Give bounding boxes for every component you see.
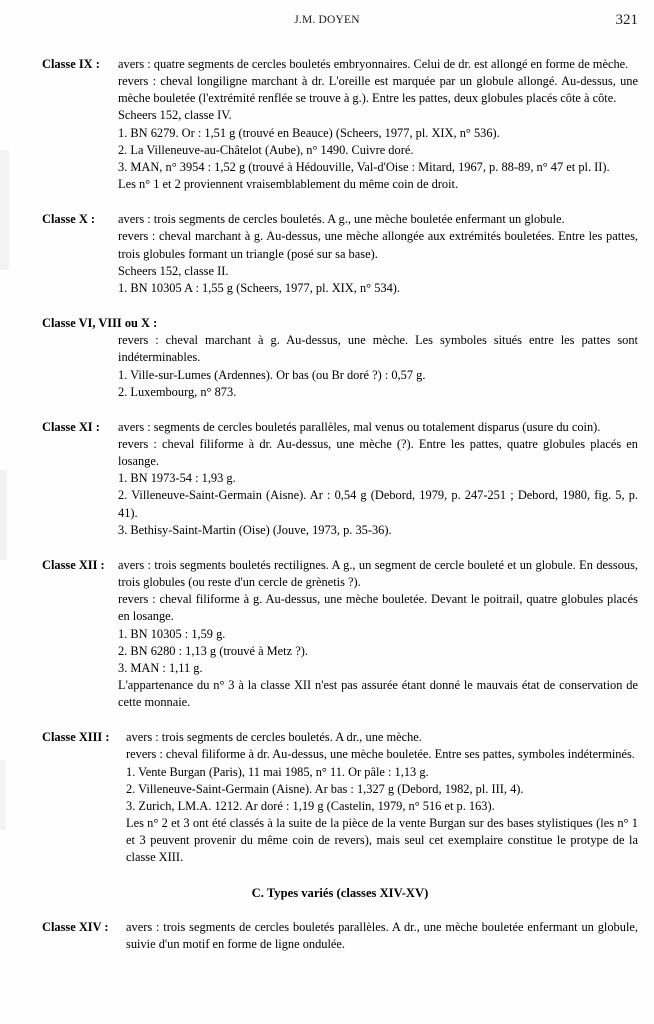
entry-line: revers : cheval filiforme à dr. Au-dessus, une mèche bouletée. Entre ses pattes, symboles indéterminés.	[126, 747, 635, 762]
scan-artifact	[0, 760, 6, 830]
entry-line: 1. BN 6279. Or : 1,51 g (trouvé en Beauce) (Scheers, 1977, pl. XIX, n° 536).	[118, 125, 500, 140]
scan-artifact	[0, 150, 9, 270]
entry-line: avers : trois segments de cercles bouletés. A dr., une mèche.	[126, 730, 422, 745]
entry-line: 1. BN 10305 A : 1,55 g (Scheers, 1977, pl. XIX, n° 534).	[118, 280, 401, 295]
entry-line: revers : cheval filiforme à g. Au-dessus, une mèche bouletée. Devant le poitrail, quatre globules placés en losange.	[118, 592, 638, 624]
entry-spacer	[42, 540, 638, 557]
class-entry-label: Classe IX :	[42, 57, 100, 71]
entry-line: Scheers 152, classe II.	[118, 263, 229, 278]
entry-line: revers : cheval marchant à g. Au-dessus, une mèche. Les symboles situés entre les pattes sont indéterminables.	[118, 333, 638, 365]
entry-line: avers : segments de cercles bouletés parallèles, mal venus ou totalement disparus (usure du coin).	[118, 419, 601, 434]
entry-spacer	[42, 402, 638, 419]
class-entry-xiv	[42, 919, 638, 953]
running-header	[0, 14, 654, 34]
entry-line: 1. BN 10305 : 1,59 g.	[118, 626, 226, 641]
class-entry-vi-viii-ou-x	[42, 315, 638, 401]
class-entry-xiii	[42, 729, 638, 866]
header-author-name: J.M. DOYEN	[294, 14, 360, 26]
section-spacer	[42, 868, 638, 885]
entry-line: 2. Villeneuve-Saint-Germain (Aisne). Ar bas : 1,327 g (Debord, 1982, pl. III, 4).	[126, 781, 524, 796]
entry-line: 3. MAN : 1,11 g.	[118, 660, 203, 675]
entry-line: 1. Vente Burgan (Paris), 11 mai 1985, n° 11. Or pâle : 1,13 g.	[126, 764, 429, 779]
entry-line: avers : trois segments de cercles bouletés. A g., une mèche bouletée enfermant un globule.	[118, 212, 565, 227]
entry-line: Les n° 2 et 3 ont été classés à la suite de la pièce de la vente Burgan sur des bases stylistiques (les n° 1 et 3 peuvent provenir du même coin de revers), mais seul cet exemplaire constitue le protype de la classe XIII.	[126, 816, 638, 865]
class-entry-x	[42, 211, 638, 297]
class-entry-ix	[42, 56, 638, 193]
entry-spacer	[42, 712, 638, 729]
class-entry-label: Classe XI :	[42, 419, 100, 434]
section-spacer	[42, 902, 638, 919]
class-entry-xi	[42, 419, 638, 539]
entry-spacer	[42, 298, 638, 315]
entry-line: revers : cheval marchant à g. Au-dessus, une mèche allongée aux extrémités bouletées. Entre les pattes, trois globules formant un triangle (posé sur sa base).	[118, 229, 638, 261]
entry-line: avers : trois segments bouletés rectilignes. A g., un segment de cercle bouleté et un globule. En dessous, trois globules (ou reste d'un cercle de grènetis ?).	[118, 557, 638, 590]
entry-line: L'appartenance du n° 3 à la classe XII n'est pas assurée étant donné le mauvais état de conservation de cette monnaie.	[118, 678, 638, 710]
entry-line: revers : cheval filiforme à dr. Au-dessus, une mèche (?). Entre les pattes, quatre globules placés en losange.	[118, 436, 638, 469]
entry-line: 1. Ville-sur-Lumes (Ardennes). Or bas (ou Br doré ?) : 0,57 g.	[118, 367, 426, 382]
scan-artifact	[0, 470, 7, 560]
class-entry-label: Classe X :	[42, 212, 95, 227]
entry-line: avers : trois segments de cercles bouletés parallèles. A dr., une mèche bouletée enfermant un globule, suivie d'un motif en forme de ligne ondulée.	[126, 919, 638, 951]
entry-line: 2. La Villeneuve-au-Châtelot (Aube), n° 1490. Cuivre doré.	[118, 142, 414, 157]
entry-line: Scheers 152, classe IV.	[118, 108, 232, 123]
class-entry-xii	[42, 557, 638, 711]
class-entry-label: Classe XII :	[42, 557, 105, 572]
class-entry-label: Classe XIV :	[42, 919, 109, 934]
entry-line: 2. Villeneuve-Saint-Germain (Aisne). Ar : 0,54 g (Debord, 1979, p. 247-251 ; Debord, 1980, fig. 5, p. 41).	[118, 488, 638, 520]
entry-line: 3. MAN, n° 3954 : 1,52 g (trouvé à Hédouville, Val-d'Oise : Mitard, 1967, p. 88-89, n° 47 et pl. II).	[118, 159, 610, 174]
entry-line: 1. BN 1973-54 : 1,93 g.	[118, 471, 236, 486]
entry-line: 3. Zurich, LM.A. 1212. Ar doré : 1,19 g (Castelin, 1979, n° 516 et p. 163).	[126, 798, 495, 813]
entry-line: avers : quatre segments de cercles bouletés embryonnaires. Celui de dr. est allongé en forme de mèche.	[118, 57, 629, 71]
class-entry-label: Classe XIII :	[42, 730, 110, 745]
entry-line: Les n° 1 et 2 proviennent vraisemblablement du même coin de droit.	[118, 177, 459, 192]
entry-line: 3. Bethisy-Saint-Martin (Oise) (Jouve, 1973, p. 35-36).	[118, 522, 392, 537]
entry-body	[42, 332, 638, 401]
entry-line: revers : cheval longiligne marchant à dr. L'oreille est marquée par un globule allongé. Au-dessus, une mèche bouletée (l'extrémité renflée se trouve à g.). Entre les pattes, deux globules placés côte à côte.	[118, 74, 638, 106]
entry-line: 2. Luxembourg, n° 873.	[118, 384, 237, 399]
class-entry-label: Classe VI, VIII ou X :	[42, 316, 158, 331]
entry-line: 2. BN 6280 : 1,13 g (trouvé à Metz ?).	[118, 643, 308, 658]
body-text-column	[42, 56, 638, 954]
section-heading: C. Types variés (classes XIV-XV)	[251, 885, 429, 900]
entry-spacer	[42, 194, 638, 211]
page-number: 321	[615, 12, 638, 28]
